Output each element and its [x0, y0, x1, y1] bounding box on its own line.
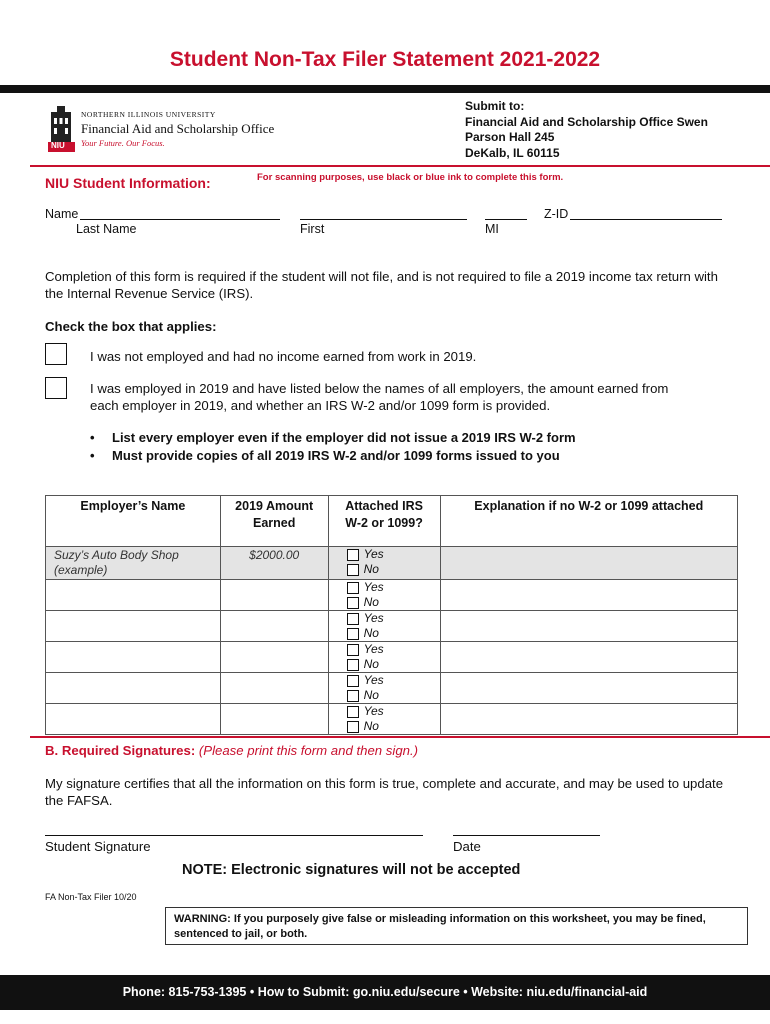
mi-field[interactable] [485, 219, 527, 220]
date-line[interactable] [453, 835, 600, 836]
section-b-divider [30, 736, 770, 738]
example-label: (example) [54, 563, 108, 577]
explanation-cell[interactable] [440, 704, 737, 735]
date-label: Date [453, 839, 481, 854]
table-row: Yes No [46, 673, 738, 704]
niu-badge: NIU [51, 141, 65, 150]
no-checkbox[interactable] [347, 564, 359, 576]
submit-line1: Financial Aid and Scholarship Office Swen [465, 114, 708, 129]
zid-label: Z-ID [544, 207, 569, 221]
student-info-heading: NIU Student Information: [45, 175, 211, 191]
logo-tagline: Your Future. Our Focus. [81, 138, 165, 148]
employer-table [45, 495, 738, 735]
name-label: Name [45, 207, 79, 221]
submit-to-block [465, 99, 708, 161]
explanation-cell[interactable] [440, 611, 737, 642]
yes-checkbox[interactable] [347, 644, 359, 656]
amount-cell[interactable] [220, 673, 328, 704]
first-name-caption: First [300, 222, 325, 236]
not-employed-checkbox[interactable] [45, 343, 67, 365]
warning-box: WARNING: If you purposely give false or misleading information on this worksheet, you may be fined, sentenced to jail, or both. [165, 907, 748, 945]
first-name-field[interactable] [300, 219, 467, 220]
yes-checkbox[interactable] [347, 549, 359, 561]
employer-name-cell[interactable] [46, 642, 221, 673]
header-bar [0, 85, 770, 93]
example-row: Suzy’s Auto Body Shop (example) $2000.00 Yes No [46, 547, 738, 580]
employed-checkbox[interactable] [45, 377, 67, 399]
last-name-field[interactable] [80, 219, 280, 220]
instruction-bullets [90, 429, 576, 465]
employer-name-cell[interactable] [46, 673, 221, 704]
last-name-caption: Last Name [76, 222, 137, 236]
submit-label: Submit to: [465, 99, 525, 113]
amount-cell[interactable] [220, 704, 328, 735]
explanation-cell[interactable] [440, 673, 737, 704]
no-checkbox[interactable] [347, 721, 359, 733]
logo-university: NORTHERN ILLINOIS UNIVERSITY [81, 110, 216, 119]
form-code: FA Non-Tax Filer 10/20 [45, 892, 137, 902]
section-divider [30, 165, 770, 167]
yes-checkbox[interactable] [347, 706, 359, 718]
no-checkbox[interactable] [347, 597, 359, 609]
certify-paragraph: My signature certifies that all the information on this form is true, complete and accurate, and may be used to update the FAFSA. [45, 776, 724, 808]
electronic-signature-note: NOTE: Electronic signatures will not be accepted [182, 862, 521, 878]
option-not-employed: I was not employed and had no income earned from work in 2019. [90, 349, 477, 364]
yes-checkbox[interactable] [347, 675, 359, 687]
table-row: Yes No [46, 642, 738, 673]
niu-logo [48, 106, 308, 154]
table-row: Yes No [46, 580, 738, 611]
example-amount: $2000.00 [249, 548, 300, 562]
student-signature-label: Student Signature [45, 839, 151, 854]
section-b-instruction: (Please print this form and then sign.) [198, 743, 419, 758]
mi-caption: MI [485, 222, 499, 236]
col-amount: 2019 Amount Earned [220, 496, 328, 547]
student-signature-line[interactable] [45, 835, 423, 836]
section-b-heading-row [45, 743, 418, 758]
option-employed: I was employed in 2019 and have listed below the names of all employers, the amount earned from each employer in 2019, and whether an IRS W-2 and/or 1099 form is provided. [90, 381, 669, 413]
table-header-row [46, 496, 738, 547]
section-b-heading: B. Required Signatures: [45, 743, 196, 758]
bullet-list-every-employer: • List every employer even if the employer did not issue a 2019 IRS W-2 form [90, 429, 576, 447]
employer-name-cell[interactable] [46, 611, 221, 642]
col-employer-name: Employer’s Name [46, 496, 221, 547]
no-checkbox[interactable] [347, 690, 359, 702]
submit-line3: DeKalb, IL 60115 [465, 145, 560, 160]
amount-cell[interactable] [220, 611, 328, 642]
employer-name-cell[interactable] [46, 580, 221, 611]
footer-bar: Phone: 815-753-1395 • How to Submit: go.niu.edu/secure • Website: niu.edu/financial-aid [0, 975, 770, 1010]
zid-field[interactable] [570, 219, 722, 220]
check-heading: Check the box that applies: [45, 319, 217, 334]
intro-paragraph: Completion of this form is required if the student will not file, and is not required to file a 2019 income tax return with the Internal Revenue Service (IRS). [45, 269, 718, 301]
amount-cell[interactable] [220, 642, 328, 673]
col-attached: Attached IRS W-2 or 1099? [328, 496, 440, 547]
explanation-cell[interactable] [440, 580, 737, 611]
example-employer: Suzy’s Auto Body Shop [54, 548, 179, 562]
employer-name-cell[interactable] [46, 704, 221, 735]
amount-cell[interactable] [220, 580, 328, 611]
logo-office: Financial Aid and Scholarship Office [81, 121, 275, 136]
explanation-cell[interactable] [440, 642, 737, 673]
no-checkbox[interactable] [347, 659, 359, 671]
table-row: Yes No [46, 611, 738, 642]
submit-line2: Parson Hall 245 [465, 130, 555, 144]
form-title: Student Non-Tax Filer Statement 2021-2022 [169, 48, 601, 71]
table-row: Yes No [46, 704, 738, 735]
yes-checkbox[interactable] [347, 582, 359, 594]
yes-checkbox[interactable] [347, 613, 359, 625]
scan-note: For scanning purposes, use black or blue ink to complete this form. [257, 172, 564, 183]
bullet-provide-copies: • Must provide copies of all 2019 IRS W-2 and/or 1099 forms issued to you [90, 447, 576, 465]
col-explanation: Explanation if no W-2 or 1099 attached [440, 496, 737, 547]
no-checkbox[interactable] [347, 628, 359, 640]
